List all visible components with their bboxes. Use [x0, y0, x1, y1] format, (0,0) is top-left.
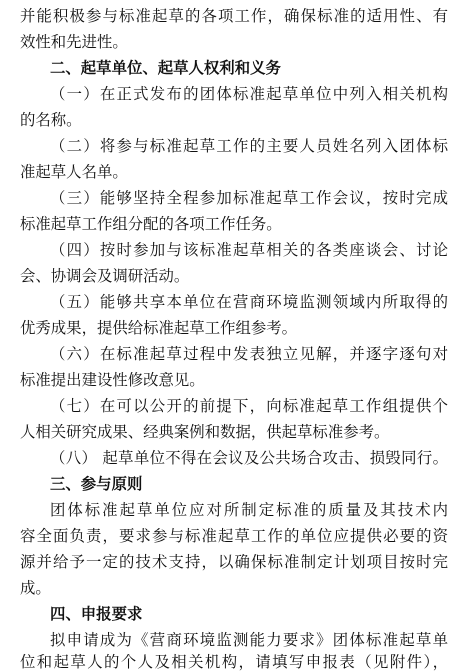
section-4-line-2: 位和起草人的个人及相关机构，请填写申报表（见附件），	[20, 653, 448, 671]
section-3-heading: 三、参与原则	[50, 475, 143, 493]
section-3-line-2: 容全面负责，要求参与标准起草工作的单位应提供必要的资	[20, 527, 448, 545]
item-7-line-2: 人相关研究成果、经典案例和数据，供起草标准参考。	[20, 423, 390, 441]
section-4-line-1: 拟申请成为《营商环境监测能力要求》团体标准起草单	[50, 631, 448, 649]
item-5-line-1: （五）能够共享本单位在营商环境监测领域内所取得的	[50, 293, 448, 311]
intro-line-2: 效性和先进性。	[20, 33, 128, 51]
section-3-line-1: 团体标准起草单位应对所制定标准的质量及其技术内	[50, 501, 448, 519]
item-2-line-2: 准起草人名单。	[20, 163, 128, 181]
item-4-line-1: （四）按时参加与该标准起草相关的各类座谈会、讨论	[50, 241, 448, 259]
item-6-line-2: 标准提出建设性修改意见。	[20, 371, 205, 389]
item-3-line-2: 标准起草工作组分配的各项工作任务。	[20, 215, 282, 233]
item-3-line-1: （三）能够坚持全程参加标准起草工作会议，按时完成	[50, 189, 448, 207]
item-7-line-1: （七）在可以公开的前提下，向标准起草工作组提供个	[50, 397, 448, 415]
intro-line-1: 并能积极参与标准起草的各项工作，确保标准的适用性、有	[20, 7, 448, 25]
section-4-heading: 四、申报要求	[50, 605, 143, 623]
section-3-line-4: 成。	[20, 579, 51, 597]
item-6-line-1: （六）在标准起草过程中发表独立见解，并逐字逐句对	[50, 345, 448, 363]
item-4-line-2: 会、协调会及调研活动。	[20, 267, 190, 285]
section-2-heading: 二、起草单位、起草人权利和义务	[50, 59, 281, 77]
section-3-line-3: 源并给予一定的技术支持，以确保标准制定计划项目按时完	[20, 553, 448, 571]
item-5-line-2: 优秀成果，提供给标准起草工作组参考。	[20, 319, 298, 337]
item-8-line-1: （八） 起草单位不得在会议及公共场合攻击、损毁同行。	[50, 449, 448, 467]
item-2-line-1: （二）将参与标准起草工作的主要人员姓名列入团体标	[50, 137, 448, 155]
item-1-line-2: 的名称。	[20, 111, 82, 129]
item-1-line-1: （一）在正式发布的团体标准起草单位中列入相关机构	[50, 85, 448, 103]
